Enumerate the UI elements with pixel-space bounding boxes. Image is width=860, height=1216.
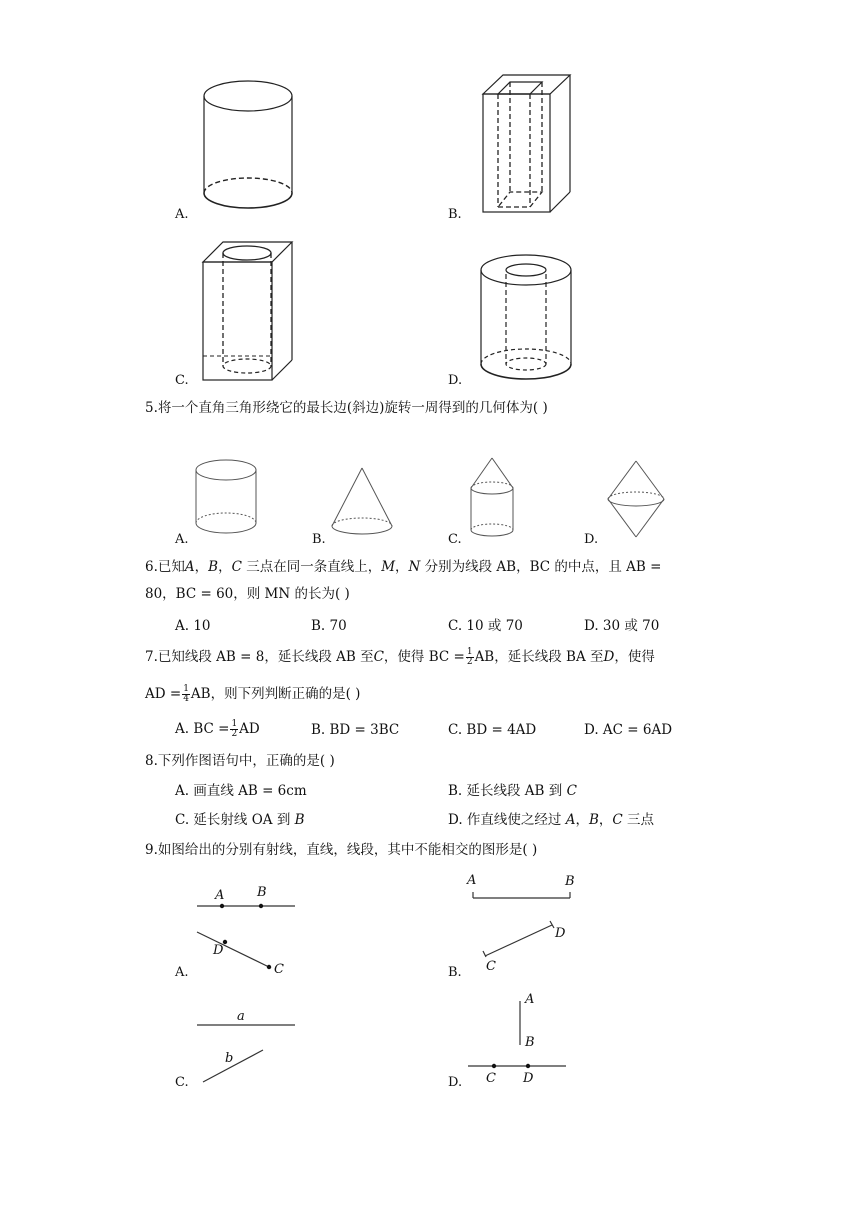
fraction bbox=[230, 720, 238, 739]
fraction-denominator: 2 bbox=[466, 657, 473, 667]
q8-option-b bbox=[448, 782, 577, 800]
q8-option-text: 三点 bbox=[627, 812, 655, 828]
point-label: D bbox=[213, 943, 224, 958]
point-c: C bbox=[231, 559, 242, 575]
point-c: C bbox=[612, 812, 623, 828]
q8-option-text: ， bbox=[575, 812, 589, 828]
q7-stem-line2 bbox=[145, 685, 360, 704]
q8-option-a: A. 画直线 AB = 6cm bbox=[175, 783, 307, 799]
point-m: M bbox=[381, 559, 396, 575]
fraction-numerator: 1 bbox=[466, 647, 473, 657]
fraction-denominator: 2 bbox=[231, 729, 238, 739]
q8-option-text: B. 延长线段 AB 到 bbox=[448, 783, 563, 799]
q7-option-d: D. AC = 6AD bbox=[584, 722, 673, 738]
line-label: a bbox=[237, 1009, 245, 1024]
option-label: C. bbox=[175, 1075, 189, 1090]
fraction-numerator: 1 bbox=[183, 684, 189, 694]
q7-text: AB，则下列判断正确的是( ) bbox=[190, 686, 361, 702]
option-label: C. bbox=[175, 373, 189, 388]
option-label: B. bbox=[448, 207, 462, 222]
q6-option-c: C. 10 或 70 bbox=[448, 618, 523, 634]
q7-option-c: C. BD = 4AD bbox=[448, 722, 537, 738]
point-label: C bbox=[486, 959, 496, 974]
q6-stem-line1 bbox=[145, 558, 661, 576]
point-a: A bbox=[184, 559, 195, 575]
line-and-ray-figure bbox=[195, 880, 300, 980]
q9-stem: 9.如图给出的分别有射线，直线，线段，其中不能相交的图形是( ) bbox=[145, 842, 538, 858]
q7-option-text: A. BC = bbox=[175, 721, 230, 737]
q7-option-b: B. BD = 3BC bbox=[311, 722, 400, 738]
option-label: D. bbox=[448, 373, 463, 388]
q6-text: ， bbox=[395, 559, 409, 575]
point-b: B bbox=[588, 812, 599, 828]
option-label: D. bbox=[584, 532, 599, 547]
point-label: D bbox=[523, 1071, 534, 1086]
segment-and-line-figure bbox=[468, 995, 573, 1075]
box-with-prism-hole-figure bbox=[480, 72, 580, 217]
option-label: B. bbox=[448, 965, 462, 980]
point-label: D bbox=[555, 926, 566, 941]
q6-text: 6.已知 bbox=[145, 559, 185, 575]
q8-option-text: D. 作直线使之经过 bbox=[448, 812, 562, 828]
point-n: N bbox=[408, 559, 421, 575]
option-label: C. bbox=[448, 532, 462, 547]
q7-option-text: AD bbox=[239, 721, 260, 737]
double-cone-figure bbox=[606, 461, 668, 541]
point-b: B bbox=[208, 559, 219, 575]
hollow-cylinder-figure bbox=[478, 252, 578, 382]
fraction bbox=[466, 648, 474, 667]
option-label: A. bbox=[175, 965, 189, 980]
cylinder-figure bbox=[196, 459, 262, 539]
q6-option-b: B. 70 bbox=[311, 618, 347, 634]
two-lines-figure bbox=[195, 1015, 300, 1085]
q6-stem-line2: 80，BC = 60，则 MN 的长为( ) bbox=[145, 586, 350, 602]
q5-stem: 5.将一个直角三角形绕它的最长边(斜边)旋转一周得到的几何体为( ) bbox=[145, 400, 548, 416]
point-label: C bbox=[274, 962, 284, 977]
point-label: A bbox=[525, 992, 535, 1007]
option-label: B. bbox=[312, 532, 326, 547]
option-label: A. bbox=[175, 532, 189, 547]
point-label: B bbox=[257, 885, 267, 900]
point-label: A bbox=[467, 873, 477, 888]
q7-text: ，使得 BC = bbox=[383, 649, 465, 665]
q8-option-d bbox=[448, 811, 654, 829]
fraction-numerator: 1 bbox=[231, 719, 238, 729]
point-c: C bbox=[373, 649, 384, 665]
point-c: C bbox=[566, 783, 577, 799]
q7-text: 7.已知线段 AB = 8，延长线段 AB 至 bbox=[145, 649, 374, 665]
point-b: B bbox=[294, 812, 305, 828]
fraction-denominator: 4 bbox=[183, 694, 189, 704]
q8-option-text: ， bbox=[598, 812, 613, 828]
option-label: D. bbox=[448, 1075, 463, 1090]
box-with-cylinder-hole-figure bbox=[200, 238, 300, 383]
q6-option-d: D. 30 或 70 bbox=[584, 618, 660, 634]
q7-text: AB，延长线段 BA 至 bbox=[474, 649, 604, 665]
point-d: D bbox=[603, 649, 615, 665]
option-label: A. bbox=[175, 207, 189, 222]
q6-option-a: A. 10 bbox=[175, 618, 211, 634]
cone-on-cylinder-figure bbox=[468, 458, 518, 542]
point-label: B bbox=[565, 874, 575, 889]
point-label: B bbox=[525, 1035, 535, 1050]
point-label: A bbox=[215, 888, 225, 903]
q6-text: 分别为线段 AB，BC 的中点，且 AB = bbox=[424, 559, 662, 575]
line-label: b bbox=[225, 1051, 234, 1066]
q8-option-text: C. 延长射线 OA 到 bbox=[175, 812, 291, 828]
q6-text: ， bbox=[194, 559, 209, 575]
cone-figure bbox=[330, 468, 396, 538]
q6-text: 三点在同一条直线上， bbox=[246, 559, 382, 575]
point-label: C bbox=[486, 1071, 496, 1086]
cylinder-figure bbox=[200, 78, 300, 213]
q7-option-a bbox=[175, 720, 260, 739]
q7-stem-line1 bbox=[145, 648, 655, 667]
q7-text: AD = bbox=[145, 686, 182, 702]
fraction bbox=[182, 685, 190, 704]
point-a: A bbox=[565, 812, 576, 828]
q8-option-c bbox=[175, 811, 305, 829]
q8-stem: 8.下列作图语句中，正确的是( ) bbox=[145, 753, 335, 769]
q6-text: ， bbox=[218, 559, 232, 575]
q7-text: ，使得 bbox=[614, 649, 655, 665]
